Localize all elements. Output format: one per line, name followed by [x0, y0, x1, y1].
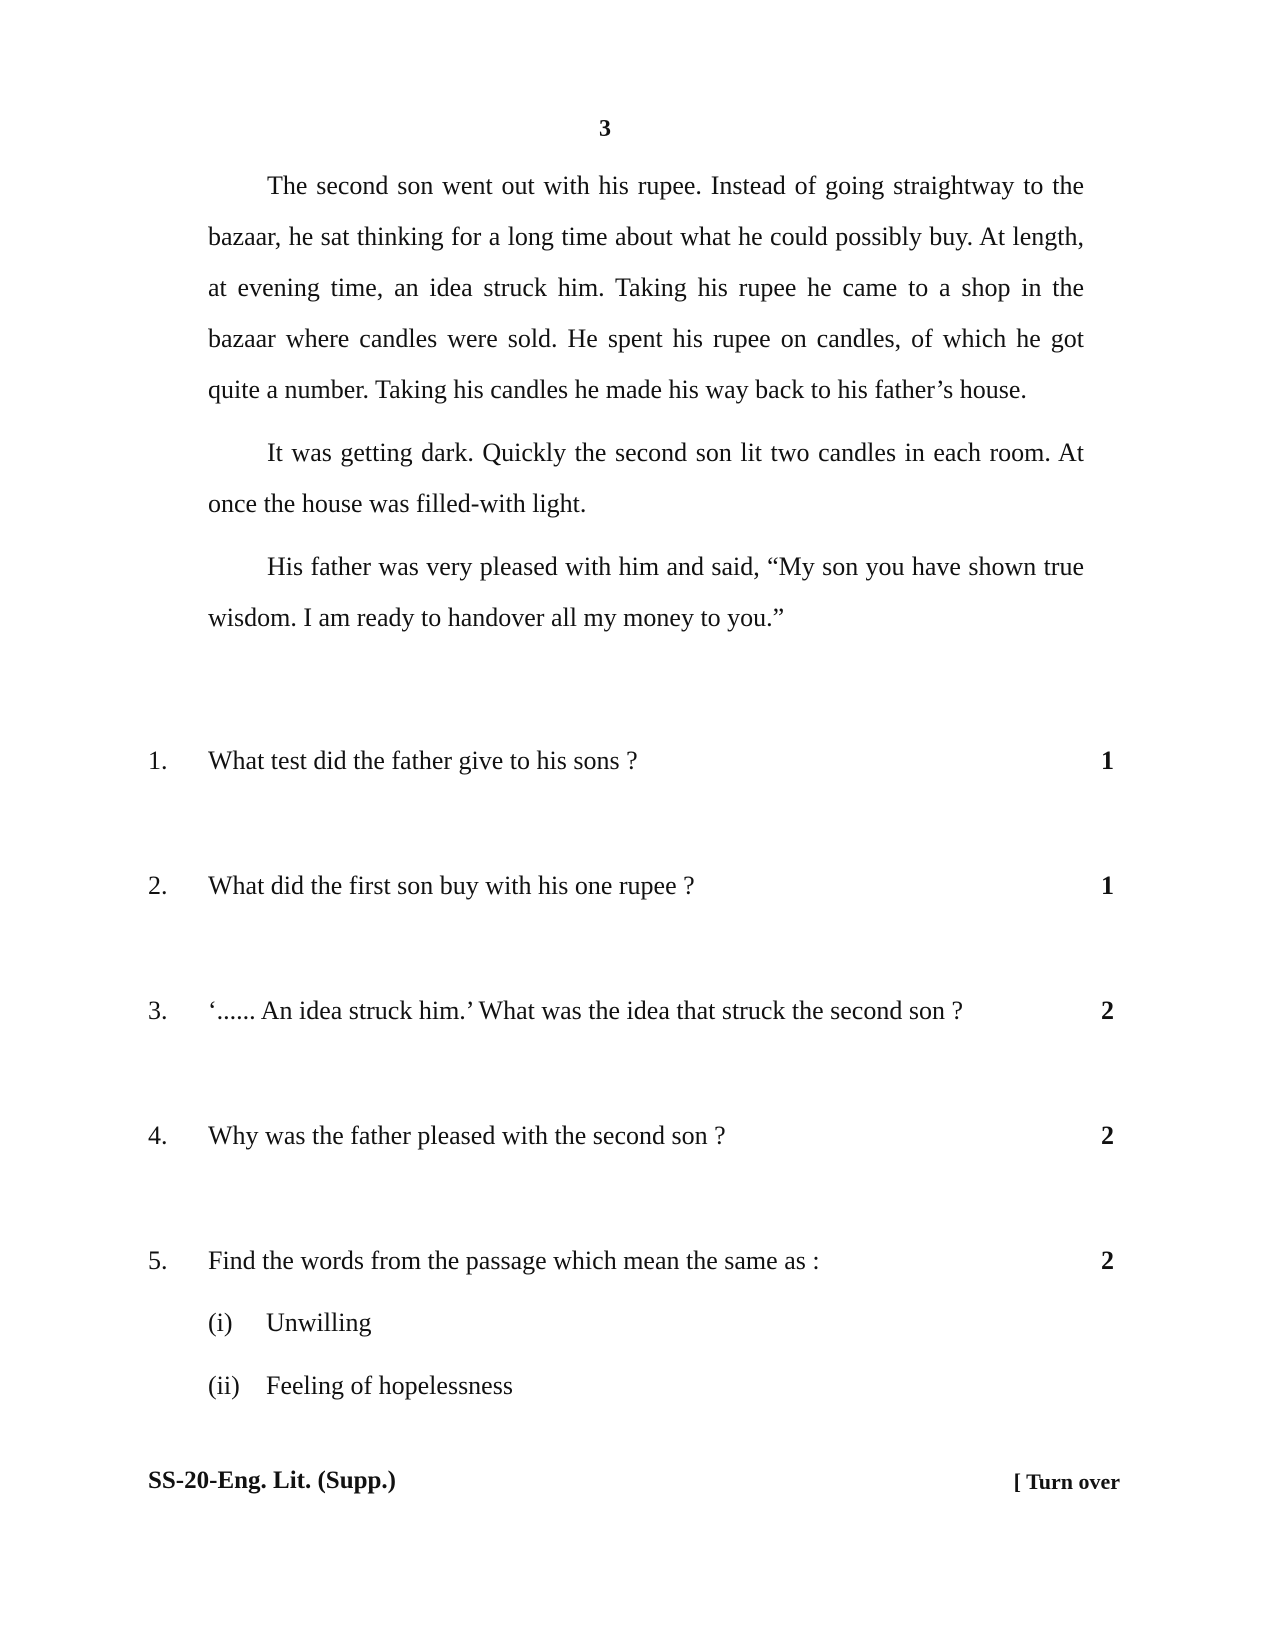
paper-code: SS-20-Eng. Lit. (Supp.): [148, 1467, 396, 1494]
sub-item-text: Feeling of hopelessness: [266, 1371, 513, 1400]
question-marks: 1: [1101, 746, 1114, 775]
sub-item-label: (ii): [208, 1371, 240, 1400]
question-marks: 2: [1101, 996, 1114, 1025]
sub-item-ii: [208, 1370, 513, 1402]
turn-over-note: [ Turn over: [1013, 1469, 1120, 1494]
passage-paragraph: The second son went out with his rupee. Instead of going straightway to the bazaar, he sat thinking for a long time about what he could possibly buy. At length, at evening time, an idea struck him. Taking his rupee he came to a shop in the bazaar where candles were sold. He spent his rupee on candles, of which he got quite a number. Taking his candles he made his way back to his father’s house.: [208, 171, 1084, 404]
sub-item-text: Unwilling: [266, 1308, 372, 1337]
question-text: What did the first son buy with his one rupee ?: [208, 871, 695, 900]
question-marks: 1: [1101, 871, 1114, 900]
reading-passage: [208, 160, 1084, 655]
sub-item-label: (i): [208, 1308, 233, 1337]
question-text: Find the words from the passage which mean the same as :: [208, 1246, 820, 1275]
question-text: ‘...... An idea struck him.’ What was the idea that struck the second son ?: [208, 996, 964, 1025]
question-marks: 2: [1101, 1246, 1114, 1275]
question-number: 3.: [148, 996, 168, 1025]
question-marks: 2: [1101, 1121, 1114, 1150]
page-number: 3: [599, 116, 611, 142]
passage-paragraph: It was getting dark. Quickly the second son lit two candles in each room. At once the house was filled-with light.: [208, 438, 1084, 518]
question-number: 5.: [148, 1246, 168, 1275]
question-number: 2.: [148, 871, 168, 900]
sub-item-i: [208, 1307, 371, 1339]
question-number: 1.: [148, 746, 168, 775]
question-number: 4.: [148, 1121, 168, 1150]
passage-paragraph: His father was very pleased with him and said, “My son you have shown true wisdom. I am ready to handover all my money to you.”: [208, 552, 1084, 632]
question-text: What test did the father give to his sons ?: [208, 746, 638, 775]
question-text: Why was the father pleased with the second son ?: [208, 1121, 726, 1150]
